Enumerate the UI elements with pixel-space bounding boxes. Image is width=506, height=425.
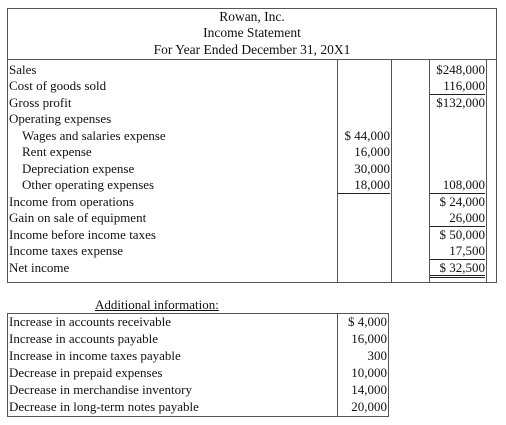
row-value-net-income: $ 32,500 bbox=[430, 259, 485, 278]
company-name: Rowan, Inc. bbox=[219, 9, 285, 24]
additional-info-title: Additional information: bbox=[95, 297, 219, 312]
additional-row-value: $ 4,000 bbox=[348, 314, 387, 329]
row-label-income-before-taxes: Income before income taxes bbox=[9, 227, 156, 242]
row-label-sales: Sales bbox=[9, 62, 37, 77]
table-top-border bbox=[7, 8, 497, 9]
row-value-cogs: 116,000 bbox=[430, 77, 485, 95]
row-label-operating-expenses: Operating expenses bbox=[9, 111, 112, 126]
statement-title: Income Statement bbox=[203, 25, 301, 40]
additional-row-value: 20,000 bbox=[351, 399, 387, 414]
additional-row-label: Increase in accounts payable bbox=[9, 331, 159, 346]
row-label-wages: Wages and salaries expense bbox=[22, 128, 166, 143]
row-label-income-taxes: Income taxes expense bbox=[9, 243, 124, 258]
table-bottom-border bbox=[7, 282, 497, 283]
column-divider-4 bbox=[486, 59, 487, 283]
column-divider-2 bbox=[391, 59, 392, 283]
additional-row-value: 300 bbox=[367, 348, 387, 363]
additional-row-value: 16,000 bbox=[351, 331, 387, 346]
row-value-income-taxes: 17,500 bbox=[430, 242, 485, 260]
additional-row-label: Decrease in merchandise inventory bbox=[9, 382, 193, 397]
row-label-other-opex: Other operating expenses bbox=[22, 177, 155, 192]
row-label-gain-on-sale: Gain on sale of equipment bbox=[9, 210, 147, 225]
row-value-income-from-operations: $ 24,000 bbox=[439, 194, 485, 209]
table-border-right bbox=[496, 8, 497, 283]
row-value-gross-profit: $132,000 bbox=[436, 95, 485, 110]
row-value-depreciation: 30,000 bbox=[354, 161, 390, 176]
additional-row-label: Increase in income taxes payable bbox=[9, 348, 181, 363]
row-value-total-opex: 108,000 bbox=[430, 176, 485, 194]
additional-row-label: Decrease in prepaid expenses bbox=[9, 365, 163, 380]
additional-table-left bbox=[7, 313, 8, 417]
row-label-gross-profit: Gross profit bbox=[9, 95, 72, 110]
row-value-wages: $ 44,000 bbox=[344, 128, 390, 143]
row-label-income-from-operations: Income from operations bbox=[9, 194, 134, 209]
row-label-cogs: Cost of goods sold bbox=[9, 78, 107, 93]
header-divider bbox=[7, 59, 497, 60]
row-label-depreciation: Depreciation expense bbox=[22, 161, 135, 176]
additional-table-right bbox=[388, 313, 389, 417]
additional-row-value: 10,000 bbox=[351, 365, 387, 380]
additional-row-label: Increase in accounts receivable bbox=[9, 314, 172, 329]
row-value-sales: $248,000 bbox=[436, 62, 485, 77]
row-label-rent: Rent expense bbox=[22, 144, 92, 159]
row-label-net-income: Net income bbox=[9, 260, 70, 275]
row-value-income-before-taxes: $ 50,000 bbox=[439, 227, 485, 242]
statement-period: For Year Ended December 31, 20X1 bbox=[153, 42, 351, 57]
row-value-other-opex: 18,000 bbox=[338, 176, 390, 194]
additional-table-bottom bbox=[7, 416, 389, 417]
additional-row-label: Decrease in long-term notes payable bbox=[9, 399, 199, 414]
additional-row-value: 14,000 bbox=[351, 382, 387, 397]
table-border-left bbox=[7, 8, 8, 283]
row-value-gain-on-sale: 26,000 bbox=[430, 209, 485, 227]
row-value-rent: 16,000 bbox=[354, 144, 390, 159]
